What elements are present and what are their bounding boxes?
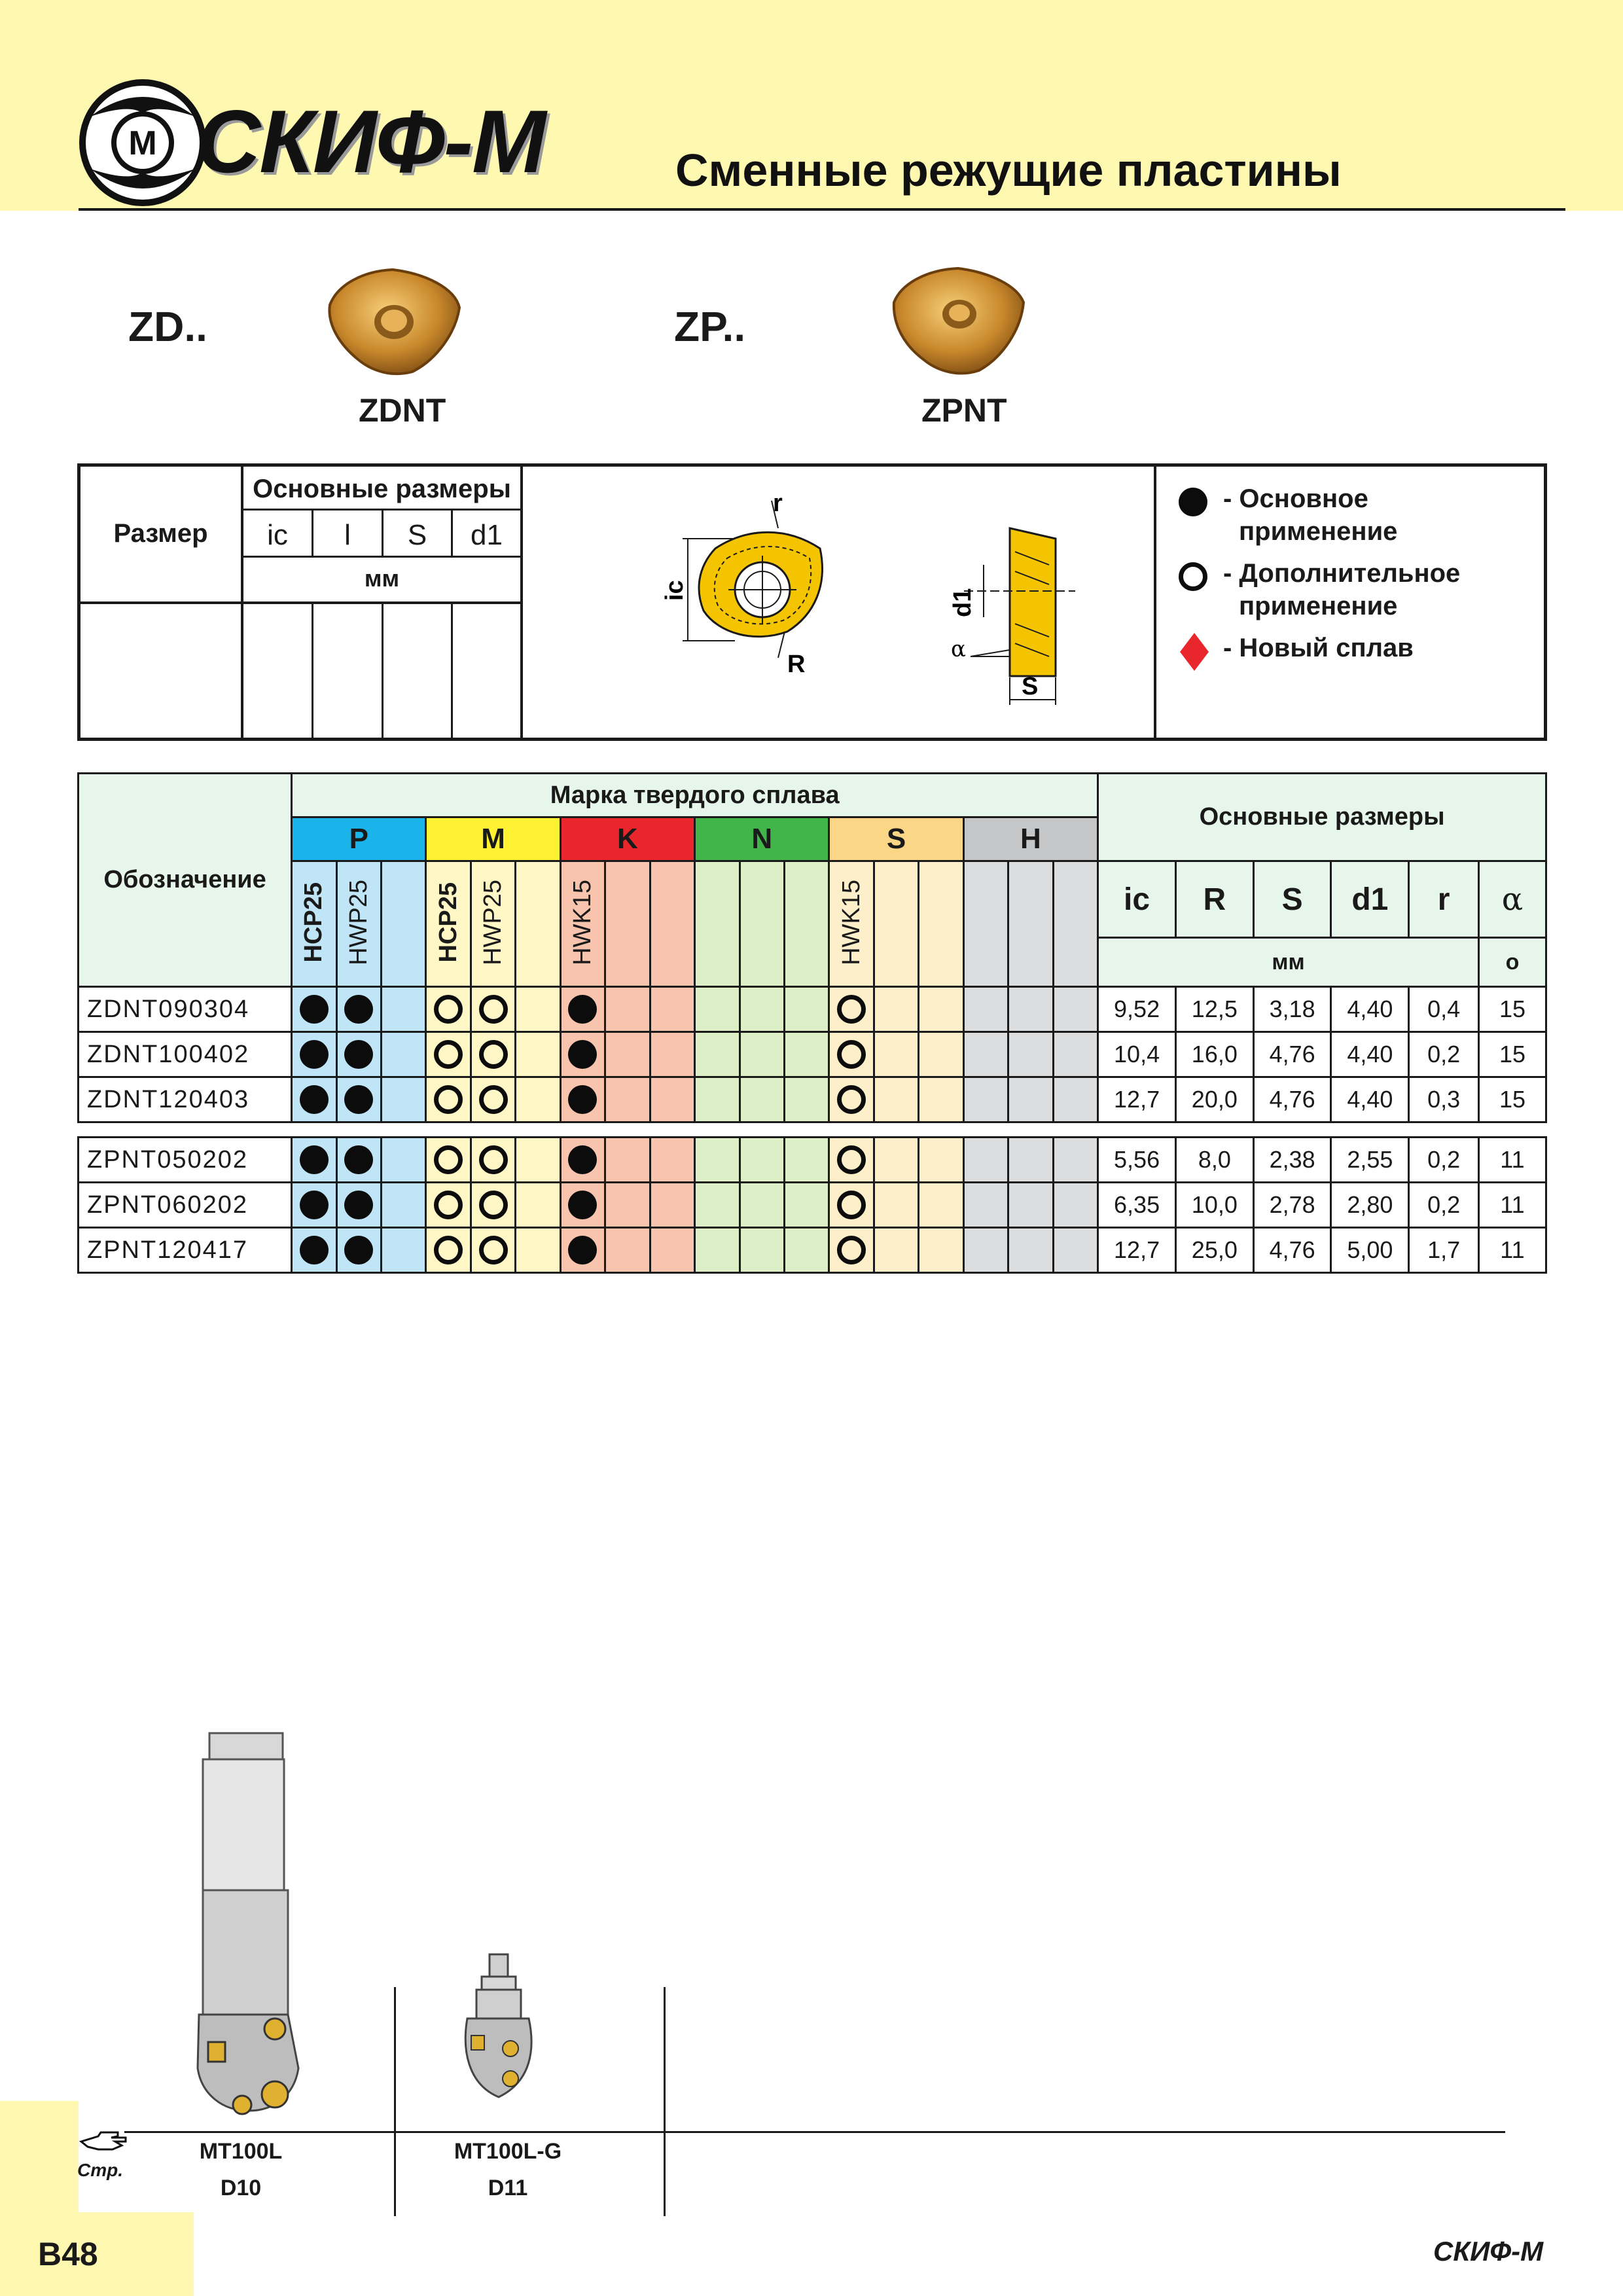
- table-row: [79, 1138, 1546, 1183]
- grade-cell: [382, 1183, 426, 1228]
- grade-cell: [919, 1077, 963, 1122]
- grade-cell: [471, 1032, 515, 1077]
- grade-cell: [874, 1228, 918, 1273]
- grade-cell: [963, 1138, 1008, 1183]
- grade-cell: [695, 1183, 740, 1228]
- hollow-circle-icon: [434, 1085, 463, 1114]
- grade-cell: [560, 1077, 605, 1122]
- grade-cell: [919, 1032, 963, 1077]
- dim-cell: 2,55: [1331, 1138, 1409, 1183]
- grade-cell: [1008, 1228, 1053, 1273]
- grade-cell: [605, 1138, 650, 1183]
- filled-circle-icon: [344, 1145, 373, 1174]
- grade-cell: [874, 1183, 918, 1228]
- hollow-circle-icon: [479, 1145, 508, 1174]
- grade-cell: [1008, 987, 1053, 1032]
- grade-label: HWP25: [479, 879, 507, 965]
- filled-circle-icon: [344, 1085, 373, 1114]
- grade-cell: [382, 1228, 426, 1273]
- grade-label: HCP25: [434, 882, 462, 963]
- group-s: S: [829, 817, 963, 861]
- grade-cell: [963, 1077, 1008, 1122]
- grade-cell: [605, 1228, 650, 1273]
- dim-cell: 8,0: [1175, 1138, 1253, 1183]
- grade-cell: [784, 987, 829, 1032]
- hollow-circle-icon: [1179, 562, 1207, 591]
- grade-cell: [919, 1183, 963, 1228]
- grade-cell: [1053, 1138, 1098, 1183]
- grade-label: HCP25: [300, 882, 328, 963]
- grade-cell: [1008, 1077, 1053, 1122]
- filled-circle-icon: [568, 995, 597, 1024]
- dim-cell: 4,40: [1331, 987, 1409, 1032]
- grade-col-9: [650, 861, 694, 987]
- col-ic: ic: [267, 519, 288, 551]
- hollow-circle-icon: [837, 1236, 866, 1265]
- mt100l-tool-image: [190, 1728, 321, 2121]
- col-l: l: [344, 519, 351, 551]
- tools-rule: [124, 2131, 1505, 2133]
- main-dims-label: Основные размеры: [253, 475, 511, 503]
- inserts-table: [77, 772, 1547, 1274]
- dim-cell: 0,4: [1409, 987, 1479, 1032]
- dim-cell: 0,2: [1409, 1183, 1479, 1228]
- grade-cell: [336, 1077, 381, 1122]
- dim-cell: 11: [1478, 1138, 1546, 1183]
- filled-circle-icon: [300, 995, 329, 1024]
- filled-circle-icon: [300, 1085, 329, 1114]
- grade-cell: [650, 987, 694, 1032]
- dim-cell: 9,52: [1098, 987, 1176, 1032]
- grade-cell: [829, 1077, 874, 1122]
- grade-cell: [740, 1032, 784, 1077]
- grade-cell: [336, 987, 381, 1032]
- grade-cell: [292, 1138, 336, 1183]
- grade-cell: [426, 1032, 471, 1077]
- grade-cell: [1053, 1032, 1098, 1077]
- grade-col-2: [336, 861, 381, 987]
- logo-letter: M: [128, 124, 157, 162]
- dim-cell: 4,76: [1253, 1032, 1331, 1077]
- size-info-box: [77, 463, 1547, 741]
- insert-name-zdnt: ZDNT: [359, 392, 446, 429]
- insert-technical-drawing: [656, 486, 1128, 722]
- grade-cell: [829, 987, 874, 1032]
- grade-cell: [874, 1077, 918, 1122]
- drawing-label-S: S: [1022, 673, 1039, 700]
- grade-cell: [1053, 1183, 1098, 1228]
- dims-header: Основные размеры: [1098, 774, 1546, 861]
- grade-col-18: [1053, 861, 1098, 987]
- grade-cell: [426, 987, 471, 1032]
- designation-cell: ZDNT120403: [79, 1077, 292, 1122]
- dim-cell: 0,2: [1409, 1032, 1479, 1077]
- hollow-circle-icon: [479, 1085, 508, 1114]
- grade-col-4: [426, 861, 471, 987]
- grade-cell: [560, 1032, 605, 1077]
- filled-circle-icon: [344, 995, 373, 1024]
- hollow-circle-icon: [434, 1191, 463, 1219]
- grade-label: HWK15: [837, 879, 865, 965]
- grade-cell: [426, 1183, 471, 1228]
- grade-cell: [740, 1138, 784, 1183]
- hollow-circle-icon: [434, 1236, 463, 1265]
- grade-col-8: [605, 861, 650, 987]
- filled-circle-icon: [344, 1040, 373, 1069]
- grade-cell: [426, 1228, 471, 1273]
- grade-cell: [471, 1077, 515, 1122]
- dim-col-5: r: [1409, 861, 1479, 938]
- dim-cell: 4,76: [1253, 1077, 1331, 1122]
- grade-cell: [1053, 1228, 1098, 1273]
- hollow-circle-icon: [479, 995, 508, 1024]
- series-label-zp: ZP..: [674, 303, 746, 350]
- grade-cell: [1053, 1077, 1098, 1122]
- grade-cell: [650, 1228, 694, 1273]
- grade-header: Марка твердого сплава: [292, 774, 1098, 817]
- grade-cell: [471, 1228, 515, 1273]
- filled-circle-icon: [568, 1191, 597, 1219]
- legend-main-line1: - Основное: [1223, 484, 1368, 513]
- grade-cell: [740, 1228, 784, 1273]
- dim-cell: 10,0: [1175, 1183, 1253, 1228]
- legend-extra-line1: - Дополнительное: [1223, 559, 1461, 588]
- grade-cell: [874, 1138, 918, 1183]
- size-label: Размер: [113, 519, 208, 548]
- grade-cell: [650, 1077, 694, 1122]
- group-n: N: [695, 817, 829, 861]
- dim-cell: 2,78: [1253, 1183, 1331, 1228]
- filled-circle-icon: [568, 1145, 597, 1174]
- grade-cell: [560, 1228, 605, 1273]
- unit-deg-cell: o: [1478, 938, 1546, 987]
- grade-cell: [740, 1183, 784, 1228]
- dim-cell: 6,35: [1098, 1183, 1176, 1228]
- tool-page-mt100l-g[interactable]: D11: [488, 2176, 528, 2200]
- dim-cell: 1,7: [1409, 1228, 1479, 1273]
- zdnt-insert-image: [321, 262, 465, 380]
- dim-cell: 11: [1478, 1183, 1546, 1228]
- table-row: [79, 987, 1546, 1032]
- dim-col-2: R: [1175, 861, 1253, 938]
- grade-cell: [471, 1183, 515, 1228]
- page-ref-label: Стр.: [77, 2160, 123, 2180]
- page-number: B48: [38, 2236, 98, 2272]
- legend-new-alloy: - Новый сплав: [1223, 634, 1414, 662]
- grade-col-6: [516, 861, 560, 987]
- hollow-circle-icon: [479, 1040, 508, 1069]
- grade-col-11: [740, 861, 784, 987]
- drawing-label-alpha: α: [951, 636, 966, 662]
- grade-label: HWK15: [568, 879, 596, 965]
- grade-cell: [740, 987, 784, 1032]
- filled-circle-icon: [300, 1236, 329, 1265]
- grade-cell: [336, 1032, 381, 1077]
- grade-cell: [874, 987, 918, 1032]
- dim-cell: 4,40: [1331, 1077, 1409, 1122]
- grade-col-16: [963, 861, 1008, 987]
- grade-col-15: [919, 861, 963, 987]
- table-row: [79, 1228, 1546, 1273]
- grade-cell: [516, 1183, 560, 1228]
- grade-col-7: [560, 861, 605, 987]
- grade-cell: [516, 1032, 560, 1077]
- filled-circle-icon: [344, 1191, 373, 1219]
- designation-header: Обозначение: [79, 774, 292, 987]
- filled-circle-icon: [300, 1040, 329, 1069]
- grade-cell: [1008, 1183, 1053, 1228]
- filled-circle-icon: [300, 1145, 329, 1174]
- designation-cell: ZDNT100402: [79, 1032, 292, 1077]
- hollow-circle-icon: [434, 1040, 463, 1069]
- grade-cell: [471, 1138, 515, 1183]
- grade-cell: [336, 1183, 381, 1228]
- grade-cell: [382, 1032, 426, 1077]
- unit-mm-cell: мм: [1098, 938, 1479, 987]
- grade-cell: [292, 1032, 336, 1077]
- dim-cell: 15: [1478, 1032, 1546, 1077]
- tool-name-mt100l: MT100L: [199, 2139, 283, 2164]
- dim-cell: 5,56: [1098, 1138, 1176, 1183]
- grade-cell: [605, 1032, 650, 1077]
- hollow-circle-icon: [434, 995, 463, 1024]
- dim-cell: 5,00: [1331, 1228, 1409, 1273]
- grade-cell: [919, 987, 963, 1032]
- table-row: [79, 1077, 1546, 1122]
- grade-cell: [292, 1077, 336, 1122]
- hollow-circle-icon: [837, 995, 866, 1024]
- filled-circle-icon: [344, 1236, 373, 1265]
- dim-col-6: α: [1478, 861, 1546, 938]
- grade-cell: [336, 1228, 381, 1273]
- tools-divider-2: [664, 1987, 666, 2216]
- grade-cell: [963, 1228, 1008, 1273]
- grade-cell: [516, 1228, 560, 1273]
- hollow-circle-icon: [479, 1236, 508, 1265]
- dim-cell: 25,0: [1175, 1228, 1253, 1273]
- grade-cell: [382, 1077, 426, 1122]
- grade-cell: [382, 987, 426, 1032]
- grade-cell: [784, 1032, 829, 1077]
- grade-cell: [1008, 1032, 1053, 1077]
- grade-cell: [695, 1077, 740, 1122]
- grade-cell: [292, 1183, 336, 1228]
- grade-col-17: [1008, 861, 1053, 987]
- grade-cell: [650, 1032, 694, 1077]
- company-logo-emblem: [77, 77, 208, 208]
- grade-cell: [829, 1032, 874, 1077]
- page-title: Сменные режущие пластины: [675, 145, 1342, 196]
- grade-cell: [426, 1138, 471, 1183]
- grade-cell: [471, 987, 515, 1032]
- insert-name-zpnt: ZPNT: [921, 392, 1007, 429]
- legend-extra-line2: применение: [1239, 592, 1398, 620]
- grade-cell: [650, 1183, 694, 1228]
- designation-cell: ZDNT090304: [79, 987, 292, 1032]
- series-label-zd: ZD..: [128, 303, 207, 350]
- grade-cell: [560, 1138, 605, 1183]
- dim-cell: 2,38: [1253, 1138, 1331, 1183]
- group-h: H: [963, 817, 1097, 861]
- brand-wordmark: СКИФ-М: [196, 92, 545, 191]
- grade-cell: [336, 1138, 381, 1183]
- dim-cell: 16,0: [1175, 1032, 1253, 1077]
- dim-col-1: ic: [1098, 861, 1176, 938]
- grade-cell: [695, 1138, 740, 1183]
- grade-cell: [1053, 987, 1098, 1032]
- dim-cell: 10,4: [1098, 1032, 1176, 1077]
- legend-main-line2: применение: [1239, 517, 1398, 546]
- dim-cell: 15: [1478, 1077, 1546, 1122]
- grade-cell: [784, 1183, 829, 1228]
- dim-cell: 4,76: [1253, 1228, 1331, 1273]
- hollow-circle-icon: [837, 1085, 866, 1114]
- hollow-circle-icon: [837, 1145, 866, 1174]
- red-diamond-icon: [1179, 632, 1210, 672]
- grade-cell: [829, 1138, 874, 1183]
- tool-name-mt100l-g: MT100L-G: [454, 2139, 562, 2164]
- grade-cell: [560, 987, 605, 1032]
- page-ref-band: [0, 2101, 79, 2212]
- grade-cell: [829, 1228, 874, 1273]
- dim-cell: 12,7: [1098, 1228, 1176, 1273]
- col-d1: d1: [471, 519, 503, 551]
- grade-col-10: [695, 861, 740, 987]
- grade-cell: [695, 1032, 740, 1077]
- grade-cell: [1008, 1138, 1053, 1183]
- table-gap: [79, 1122, 1546, 1138]
- unit-mm: мм: [364, 565, 400, 592]
- hollow-circle-icon: [434, 1145, 463, 1174]
- hollow-circle-icon: [837, 1040, 866, 1069]
- grade-col-12: [784, 861, 829, 987]
- dim-cell: 4,40: [1331, 1032, 1409, 1077]
- grade-cell: [919, 1228, 963, 1273]
- grade-cell: [695, 987, 740, 1032]
- dim-cell: 0,3: [1409, 1077, 1479, 1122]
- group-k: K: [560, 817, 694, 861]
- filled-circle-icon: [568, 1085, 597, 1114]
- filled-circle-icon: [568, 1040, 597, 1069]
- tool-page-mt100l[interactable]: D10: [220, 2176, 262, 2200]
- filled-circle-icon: [300, 1191, 329, 1219]
- tools-divider-1: [394, 1987, 396, 2216]
- dim-cell: 0,2: [1409, 1138, 1479, 1183]
- dim-cell: 12,5: [1175, 987, 1253, 1032]
- dim-cell: 12,7: [1098, 1077, 1176, 1122]
- group-p: P: [292, 817, 426, 861]
- grade-cell: [784, 1138, 829, 1183]
- dim-cell: 15: [1478, 987, 1546, 1032]
- filled-circle-icon: [568, 1236, 597, 1265]
- grade-cell: [919, 1138, 963, 1183]
- grade-cell: [963, 987, 1008, 1032]
- grade-cell: [560, 1183, 605, 1228]
- grade-cell: [695, 1228, 740, 1273]
- dim-col-4: d1: [1331, 861, 1409, 938]
- footer-brand: СКИФ-М: [1433, 2236, 1544, 2267]
- grade-cell: [382, 1138, 426, 1183]
- header-rule: [79, 208, 1565, 211]
- grade-cell: [516, 1077, 560, 1122]
- table-row: [79, 1032, 1546, 1077]
- dim-cell: 2,80: [1331, 1183, 1409, 1228]
- col-s: S: [407, 519, 427, 551]
- designation-cell: ZPNT050202: [79, 1138, 292, 1183]
- dim-cell: 20,0: [1175, 1077, 1253, 1122]
- grade-cell: [516, 1138, 560, 1183]
- grade-cell: [605, 987, 650, 1032]
- grade-cell: [963, 1183, 1008, 1228]
- hollow-circle-icon: [479, 1191, 508, 1219]
- grade-col-3: [382, 861, 426, 987]
- grade-label: HWP25: [344, 879, 372, 965]
- grade-cell: [605, 1183, 650, 1228]
- grade-cell: [426, 1077, 471, 1122]
- grade-col-14: [874, 861, 918, 987]
- dim-col-3: S: [1253, 861, 1331, 938]
- drawing-label-d1: d1: [949, 588, 976, 617]
- drawing-label-r: r: [773, 490, 783, 517]
- drawing-label-R: R: [787, 651, 806, 678]
- grade-col-13: [829, 861, 874, 987]
- grade-cell: [784, 1228, 829, 1273]
- drawing-label-ic: ic: [661, 580, 688, 601]
- grade-cell: [963, 1032, 1008, 1077]
- grade-cell: [740, 1077, 784, 1122]
- grade-cell: [650, 1138, 694, 1183]
- grade-cell: [292, 1228, 336, 1273]
- mt100l-g-tool-image: [458, 1950, 537, 2108]
- designation-cell: ZPNT060202: [79, 1183, 292, 1228]
- zpnt-insert-image: [886, 262, 1030, 380]
- dim-cell: 3,18: [1253, 987, 1331, 1032]
- filled-circle-icon: [1179, 488, 1207, 516]
- pointing-hand-icon: [79, 2128, 131, 2155]
- grade-cell: [516, 987, 560, 1032]
- grade-cell: [605, 1077, 650, 1122]
- dim-cell: 11: [1478, 1228, 1546, 1273]
- grade-cell: [874, 1032, 918, 1077]
- group-m: M: [426, 817, 560, 861]
- grade-col-5: [471, 861, 515, 987]
- grade-cell: [292, 987, 336, 1032]
- grade-col-1: [292, 861, 336, 987]
- grade-cell: [784, 1077, 829, 1122]
- table-row: [79, 1183, 1546, 1228]
- grade-cell: [829, 1183, 874, 1228]
- designation-cell: ZPNT120417: [79, 1228, 292, 1273]
- hollow-circle-icon: [837, 1191, 866, 1219]
